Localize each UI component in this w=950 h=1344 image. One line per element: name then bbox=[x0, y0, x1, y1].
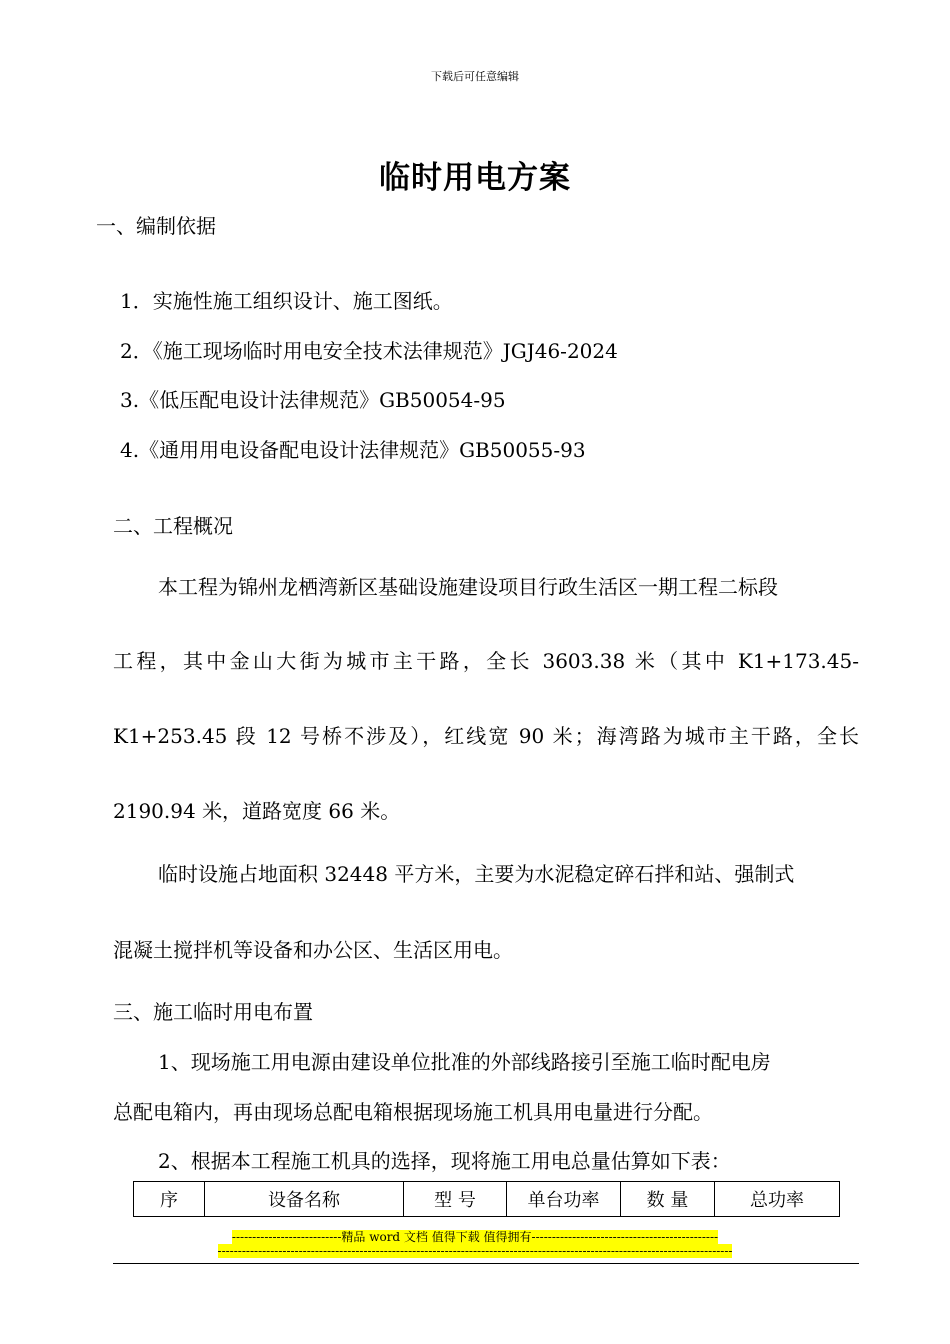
table-header-row bbox=[134, 1182, 840, 1217]
facility-line-1: 临时设施占地面积 32448 平方米，主要为水泥稳定碎石拌和站、强制式 bbox=[158, 862, 795, 886]
footer-banner bbox=[0, 1228, 950, 1245]
footer-banner-text: ---------------------------精品 word 文档 值得下载 值得拥有---------------------------------------------- bbox=[231, 1230, 719, 1244]
section-3-heading: 三、施工临时用电布置 bbox=[113, 1000, 313, 1024]
section-2-heading: 二、工程概况 bbox=[113, 514, 233, 538]
equipment-table bbox=[133, 1181, 840, 1217]
footer-dashes bbox=[0, 1244, 950, 1258]
reference-item-2: 2．《施工现场临时用电安全技术法律规范》JGJ46-2024 bbox=[120, 339, 618, 363]
reference-item-3: 3.《低压配电设计法律规范》GB50054-95 bbox=[120, 388, 506, 412]
reference-item-4: 4.《通用用电设备配电设计法律规范》GB50055-93 bbox=[120, 438, 586, 462]
header-cell-unit-power: 单台功率 bbox=[507, 1182, 621, 1217]
page-title: 临时用电方案 bbox=[379, 160, 571, 196]
header-cell-quantity: 数 量 bbox=[621, 1182, 715, 1217]
header-cell-equipment-name: 设备名称 bbox=[205, 1182, 404, 1217]
layout-line-1: 1、现场施工用电源由建设单位批准的外部线路接引至施工临时配电房 bbox=[158, 1050, 771, 1074]
footer-divider bbox=[113, 1263, 859, 1264]
section-1-heading: 一、编制依据 bbox=[96, 214, 216, 238]
overview-line-4: 2190.94 米，道路宽度 66 米。 bbox=[113, 799, 401, 823]
header-cell-index: 序 bbox=[134, 1182, 205, 1217]
header-cell-total-power: 总功率 bbox=[715, 1182, 840, 1217]
overview-line-1: 本工程为锦州龙栖湾新区基础设施建设项目行政生活区一期工程二标段 bbox=[158, 575, 778, 599]
header-cell-model: 型 号 bbox=[404, 1182, 507, 1217]
reference-item-1: 1．实施性施工组织设计、施工图纸。 bbox=[120, 289, 453, 313]
overview-line-3: K1+253.45 段 12 号桥不涉及），红线宽 90 米；海湾路为城市主干路，全长 bbox=[113, 724, 859, 748]
facility-line-2: 混凝土搅拌机等设备和办公区、生活区用电。 bbox=[113, 938, 513, 962]
overview-line-2: 工程，其中金山大街为城市主干路，全长 3603.38 米（其中 K1+173.45- bbox=[113, 649, 859, 673]
footer-dashes-text: ------------------------------------------------------------------------------------------------------------------------------- bbox=[217, 1244, 733, 1258]
estimate-line: 2、根据本工程施工机具的选择，现将施工用电总量估算如下表： bbox=[158, 1149, 731, 1173]
header-note: 下载后可任意编辑 bbox=[431, 70, 519, 83]
layout-line-2: 总配电箱内，再由现场总配电箱根据现场施工机具用电量进行分配。 bbox=[113, 1100, 713, 1124]
